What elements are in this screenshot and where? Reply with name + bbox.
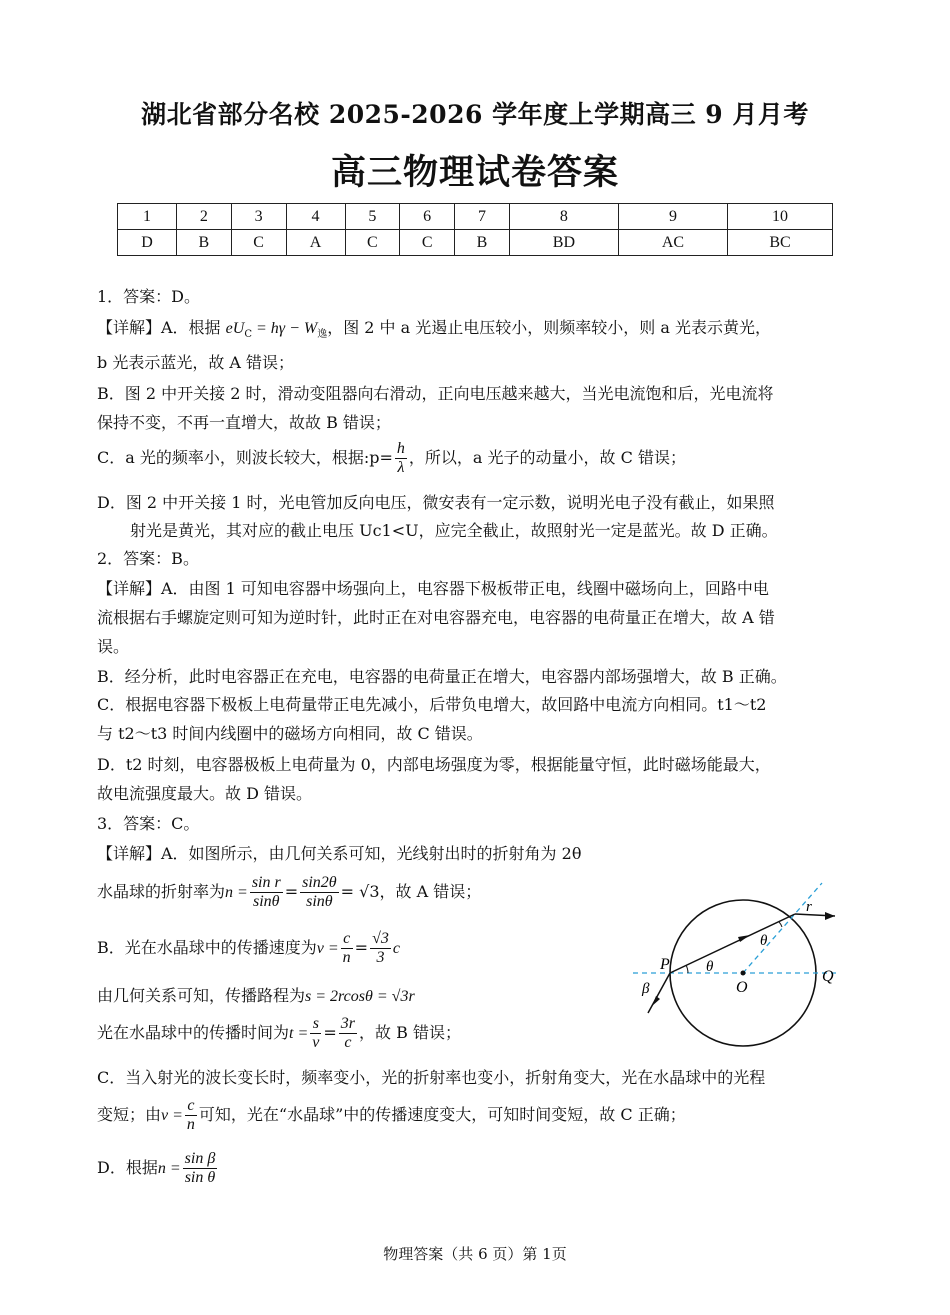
q3-v-lhs: v = [316,940,339,957]
incident-arrow-head [652,996,660,1006]
q3-d-line [97,1150,219,1187]
q1-a-formula-rest: = hγ − W [251,320,318,337]
q1-a-sub2: 逸 [317,329,328,341]
q1-b-line2: 保持不变，不再一直增大，故故 B 错误； [97,413,391,432]
exam-title: 湖北省部分名校 2025-2026 学年度上学期高三 9 月月考 [141,100,809,129]
q3-t-pre: 光在水晶球中的传播时间为 [97,1023,290,1042]
q3-n-f1-num: sin r [251,874,281,891]
table-cell: 5 [345,204,400,230]
answer-table-answer-row [118,230,833,256]
q3-v-f2-num: √3 [372,930,389,947]
q3-t-fraction2 [339,1015,357,1052]
q3-d-den: sin θ [184,1169,216,1186]
q3-n-result: = √3 [340,882,380,901]
q2-b-line1: B．经分析，此时电容器正在充电，电容器的电荷量正在增大，电容器内部场强增大，故 B 正确。 [97,667,787,686]
q3-c2-post: 可知，光在“水晶球”中的传播速度变大，可知时间变短，故 C 正确； [198,1105,686,1124]
q3-d-pre: D．根据 [97,1158,158,1177]
q1-c-post: ，所以，a 光子的动量小，故 C 错误； [408,448,686,467]
q2-c-line2: 与 t2～t3 时间内线圈中的磁场方向相同，故 C 错误。 [97,724,483,743]
table-cell: 2 [176,204,231,230]
q3-t-fraction1 [310,1015,321,1052]
q3-s-expr: s = 2rcosθ = √3r [305,988,415,1005]
table-cell: 9 [618,204,727,230]
q3-t-formula: 光在水晶球中的传播时间为t = $\frac{s}{v}$ = $\frac{3r}{c}$ ，故 B 错误； [97,1015,461,1051]
incident-ray [648,973,670,1013]
table-cell: BD [509,230,618,256]
table-cell: C [345,230,400,256]
q3-t-f2-den: c [344,1034,352,1051]
q3-n-formula: 水晶球的折射率为n = $\frac{\text{sin r}}{\sin\theta}$ = $\frac{\sin 2\theta}{\sin\theta}$ = √3，故 A 错误； [97,874,482,910]
table-cell: A [286,230,345,256]
center-point [741,971,746,976]
q3-c2-den: n [186,1116,195,1133]
q1-a-post: ，图 2 中 a 光遏止电压较小，则频率较小，则 a 光表示黄光， [327,318,771,337]
q3-t-post: ，故 B 错误； [359,1023,461,1042]
label-theta-1: θ [706,959,714,975]
q1-a-sub: C [244,329,252,341]
answer-table [117,203,833,256]
q3-d-lhs: n = [157,1160,181,1177]
q1-c-den: λ [397,459,405,476]
q1-a-line2: b 光表示蓝光，故 A 错误； [97,353,295,372]
q3-v-fraction1 [341,930,353,967]
q3-s-pre: 由几何关系可知，传播路程为 [97,986,306,1005]
q1-c-fraction [395,440,407,477]
q3-t-f2-num: 3r [340,1015,356,1032]
q1-b-line1: B．图 2 中开关接 2 时，滑动变阻器向右滑动，正向电压越来越大，当光电流饱和后，光电流将 [97,384,774,403]
q3-s-formula [97,985,415,1008]
table-cell: 8 [509,204,618,230]
q3-v-f2-den: 3 [376,949,385,966]
table-cell: B [455,230,510,256]
q2-a-line3: 误。 [97,637,130,656]
q3-n-fraction2 [300,874,339,911]
normal-line-dashed [743,883,822,973]
ray-arrow-head [738,935,750,942]
q3-v-tail: c [392,940,400,957]
q2-answer: 2．答案：B。 [97,549,199,568]
label-o: O [736,979,748,996]
answer-table-number-row [118,204,833,230]
label-theta-2: θ [760,933,768,949]
q3-v-f1-num: c [341,930,353,949]
refracted-ray [670,914,795,973]
q3-n-pre: 水晶球的折射率为 [97,882,226,901]
table-cell: C [231,230,286,256]
q3-t-lhs: t = [289,1025,309,1042]
table-cell: 10 [728,204,833,230]
table-cell: BC [728,230,833,256]
table-cell: D [118,230,177,256]
label-p: P [660,956,670,973]
q1-c-pre: C．a 光的频率小，则波长较大，根据:p= [97,448,393,467]
q3-n-fraction1 [250,874,283,911]
q3-t-f1-den: v [312,1034,320,1051]
q3-v-pre: B．光在水晶球中的传播速度为 [97,938,317,957]
q2-a-line1: 【详解】A．由图 1 可知电容器中场强向上，电容器下极板带正电，线圈中磁场向上，回路中电 [97,579,769,598]
q3-a-line1: 【详解】A．如图所示，由几何关系可知，光线射出时的折射角为 2θ [97,844,582,863]
q3-c-line2 [97,1097,686,1134]
q3-c2-num: c [185,1097,197,1116]
table-cell: 1 [118,204,177,230]
table-cell: B [176,230,231,256]
q3-d-num: sin β [184,1150,216,1167]
crystal-ball-figure [630,875,845,1065]
table-cell: C [400,230,455,256]
q1-d-line2: 射光是黄光，其对应的截止电压 Uc1<U，应完全截止，故照射光一定是蓝光。故 D 正确。 [130,521,778,540]
table-cell: 6 [400,204,455,230]
q1-c-num: h [396,440,405,457]
q2-c-line1: C．根据电容器下极板上电荷量带正电先减小，后带负电增大，故回路中电流方向相同。t1～t2 [97,695,767,714]
q3-v-f1-den: n [342,949,351,966]
q2-d-line2: 故电流强度最大。故 D 错误。 [97,784,313,803]
table-cell: AC [618,230,727,256]
q2-d-line1: D．t2 时刻，电容器极板上电荷量为 0，内部电场强度为零，根据能量守恒，此时磁场能最大， [97,755,771,774]
q1-option-a [97,317,771,346]
q1-a-formula: eU [225,320,245,337]
q3-v-formula: B．光在水晶球中的传播速度为v = $\frac{c}{n}$ = $\frac{√3}{3}$ c [97,930,400,966]
q3-answer: 3．答案：C。 [97,814,200,833]
q3-t-f1-num: s [310,1015,321,1034]
q3-c2-lhs: v = [161,1107,183,1124]
angle-arc-theta2 [779,922,782,927]
q3-n-f2-den: sinθ [306,893,333,910]
q3-v-fraction2 [370,930,391,967]
q3-n-post: ，故 A 错误； [379,882,482,901]
table-cell: 3 [231,204,286,230]
q3-c2-fraction [185,1097,197,1134]
table-cell: 7 [455,204,510,230]
q3-d-fraction [183,1150,218,1187]
exam-subtitle: 高三物理试卷答案 [330,152,619,193]
q1-d-line1: D．图 2 中开关接 1 时，光电管加反向电压，微安表有一定示数，说明光电子没有截止，如果照 [97,493,775,512]
label-q: Q [822,968,834,985]
q3-c2-pre: 变短；由 [97,1105,162,1124]
q1-answer: 1．答案：D。 [97,287,201,306]
q3-n-f2-num: sin2θ [302,874,337,891]
q3-n-f1-den: sinθ [253,893,280,910]
table-cell: 4 [286,204,345,230]
label-beta: β [642,981,650,997]
page-footer: 物理答案（共 6 页）第 1页 [383,1245,567,1263]
q3-c-line1: C．当入射光的波长变长时，频率变小，光的折射率也变小，折射角变大，光在水晶球中的光程 [97,1068,766,1087]
outgoing-arrow-head [825,912,835,920]
angle-arc-theta1 [686,965,688,973]
q1-option-c [97,440,686,477]
q3-n-lhs: n = [225,884,248,901]
q2-a-line2: 流根据右手螺旋定则可知为逆时针，此时正在对电容器充电，电容器的电荷量正在增大，故 A 错 [97,608,775,627]
label-r: r [806,899,812,915]
q1-a-pre: 【详解】A．根据 [97,318,221,337]
